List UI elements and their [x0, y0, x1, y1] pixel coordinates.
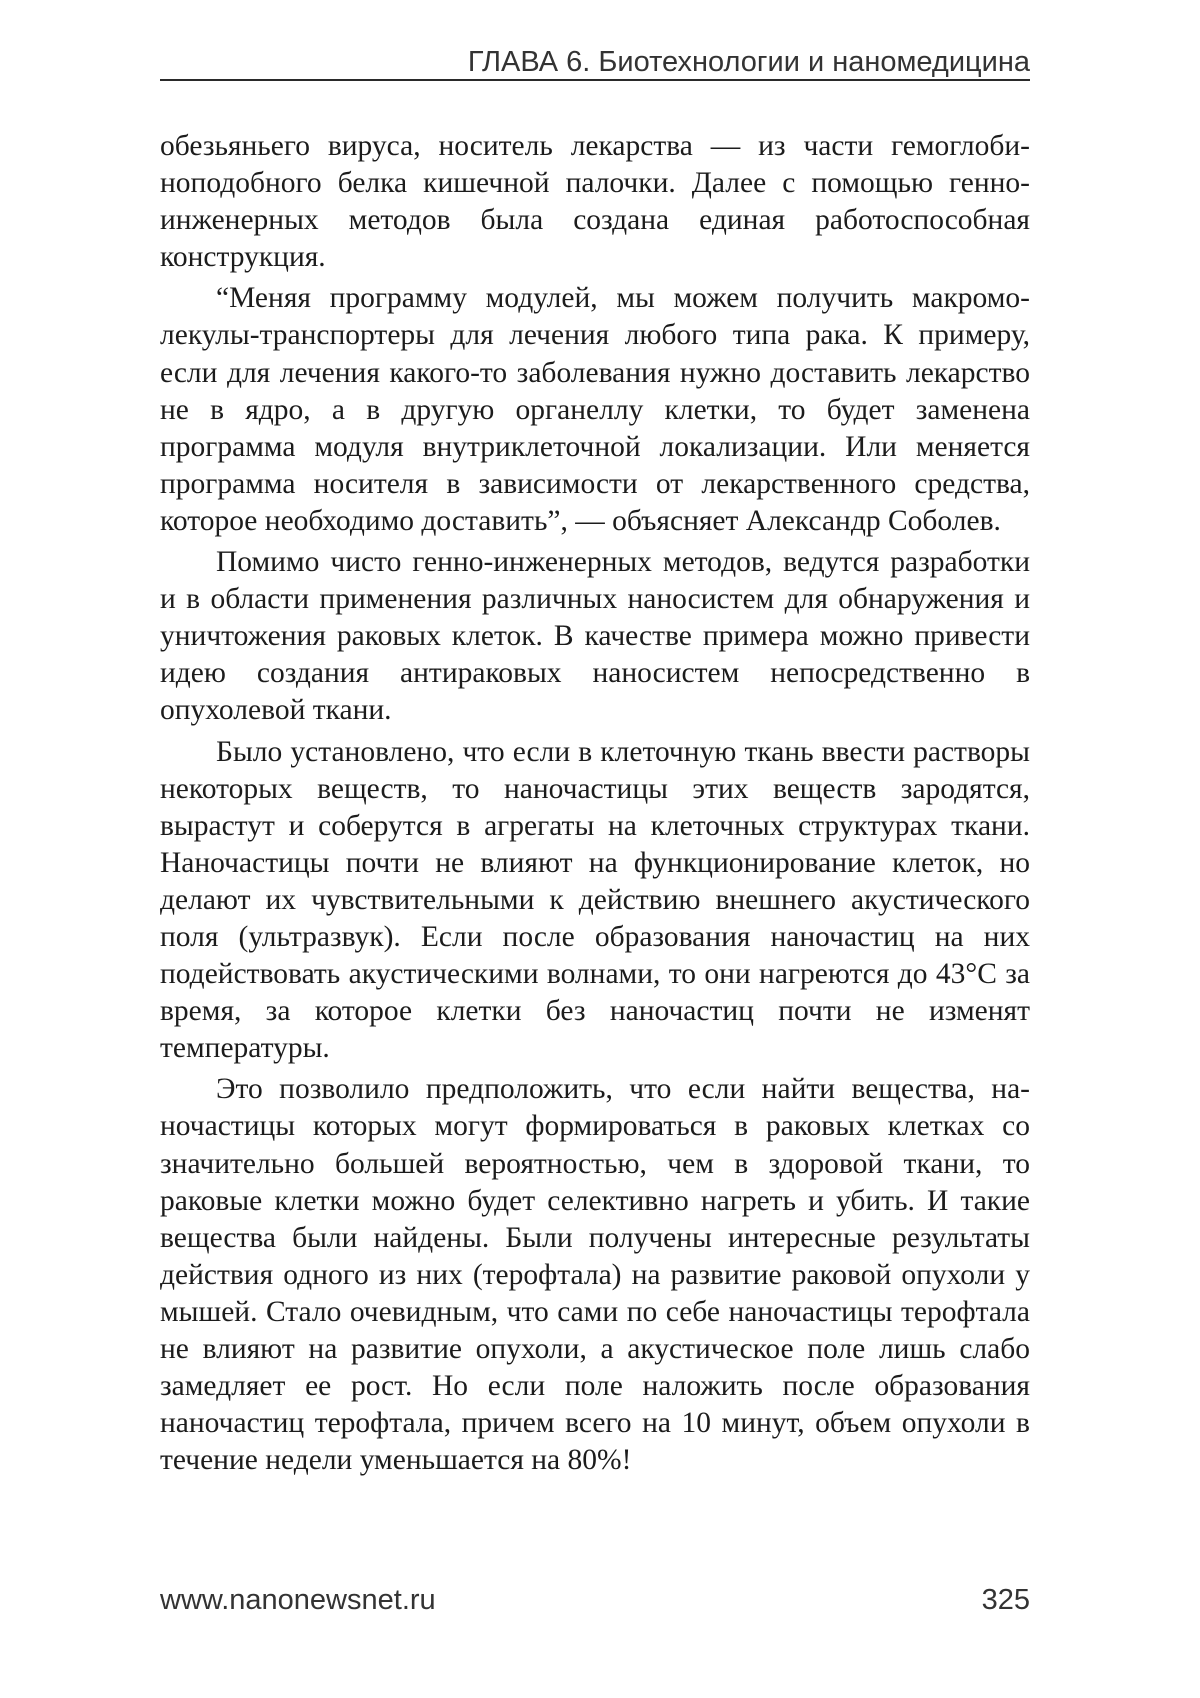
running-header	[160, 44, 1030, 80]
paragraph-3: Помимо чисто генно-инженерных методов, ведутся разработки и в области применения различных наносистем для обнаружения и уничтожения раковых клеток. В качестве примера можно привести идею создания антираковых наносистем непосредственно в опухолевой ткани.	[160, 546, 1030, 727]
paragraph-5: Это позволило предположить, что если найти вещества, наночастицы которых могут формироваться в раковых клетках со значительно большей вероятностью, чем в здоровой ткани, то раковые клетки можно будет селективно нагреть и убить. И такие вещества были найдены. Были получены интересные результаты действия одного из них (терофтала) на развитие раковой опухоли у мышей. Стало очевидным, что сами по себе наночастицы терофтала не влияют на развитие опухоли, а акустическое поле лишь слабо замедляет ее рост. Но если поле наложить после образования наночастиц терофтала, причем всего на 10 минут, объем опухоли в течение недели уменьшается на 80%!	[160, 1073, 1030, 1477]
chapter-title: ГЛАВА 6. Биотехнологии и наномедицина	[467, 46, 1030, 78]
paragraph-1: обезьяньего вируса, носитель лекарства — из части гемоглобиноподобного белка кишечной палочки. Далее с помощью генно-инженерных методов была создана единая работоспособная конструкция.	[160, 130, 1030, 274]
paragraph-2: “Меняя программу модулей, мы можем получить макромолекулы-транспортеры для лечения любого типа рака. К примеру, если для лечения какого-то заболевания нужно доставить лекарство не в ядро, а в другую органеллу клетки, то будет заменена программа модуля внутриклеточной локализации. Или меняется программа носителя в зависимости от лекарственного средства, которое необходимо доставить”, — объясняет Александр Соболев.	[160, 282, 1030, 537]
page-number: 325	[981, 1584, 1030, 1616]
paragraph-4: Было установлено, что если в клеточную ткань ввести растворы некоторых веществ, то наночастицы этих веществ зародятся, вырастут и соберутся в агрегаты на клеточных структурах ткани. Наночастицы почти не влияют на функционирование клеток, но делают их чувствительными к действию внешнего акустического поля (ультразвук). Если после образования наночастиц на них подействовать акустическими волнами, то они нагреются до 43°С за время, за которое клетки без наночастиц почти не изменят температуры.	[160, 735, 1030, 1065]
footer-url: www.nanonewsnet.ru	[160, 1584, 436, 1616]
header-divider	[160, 79, 1030, 81]
page-footer	[160, 1580, 1030, 1620]
main-text	[160, 128, 1030, 1483]
